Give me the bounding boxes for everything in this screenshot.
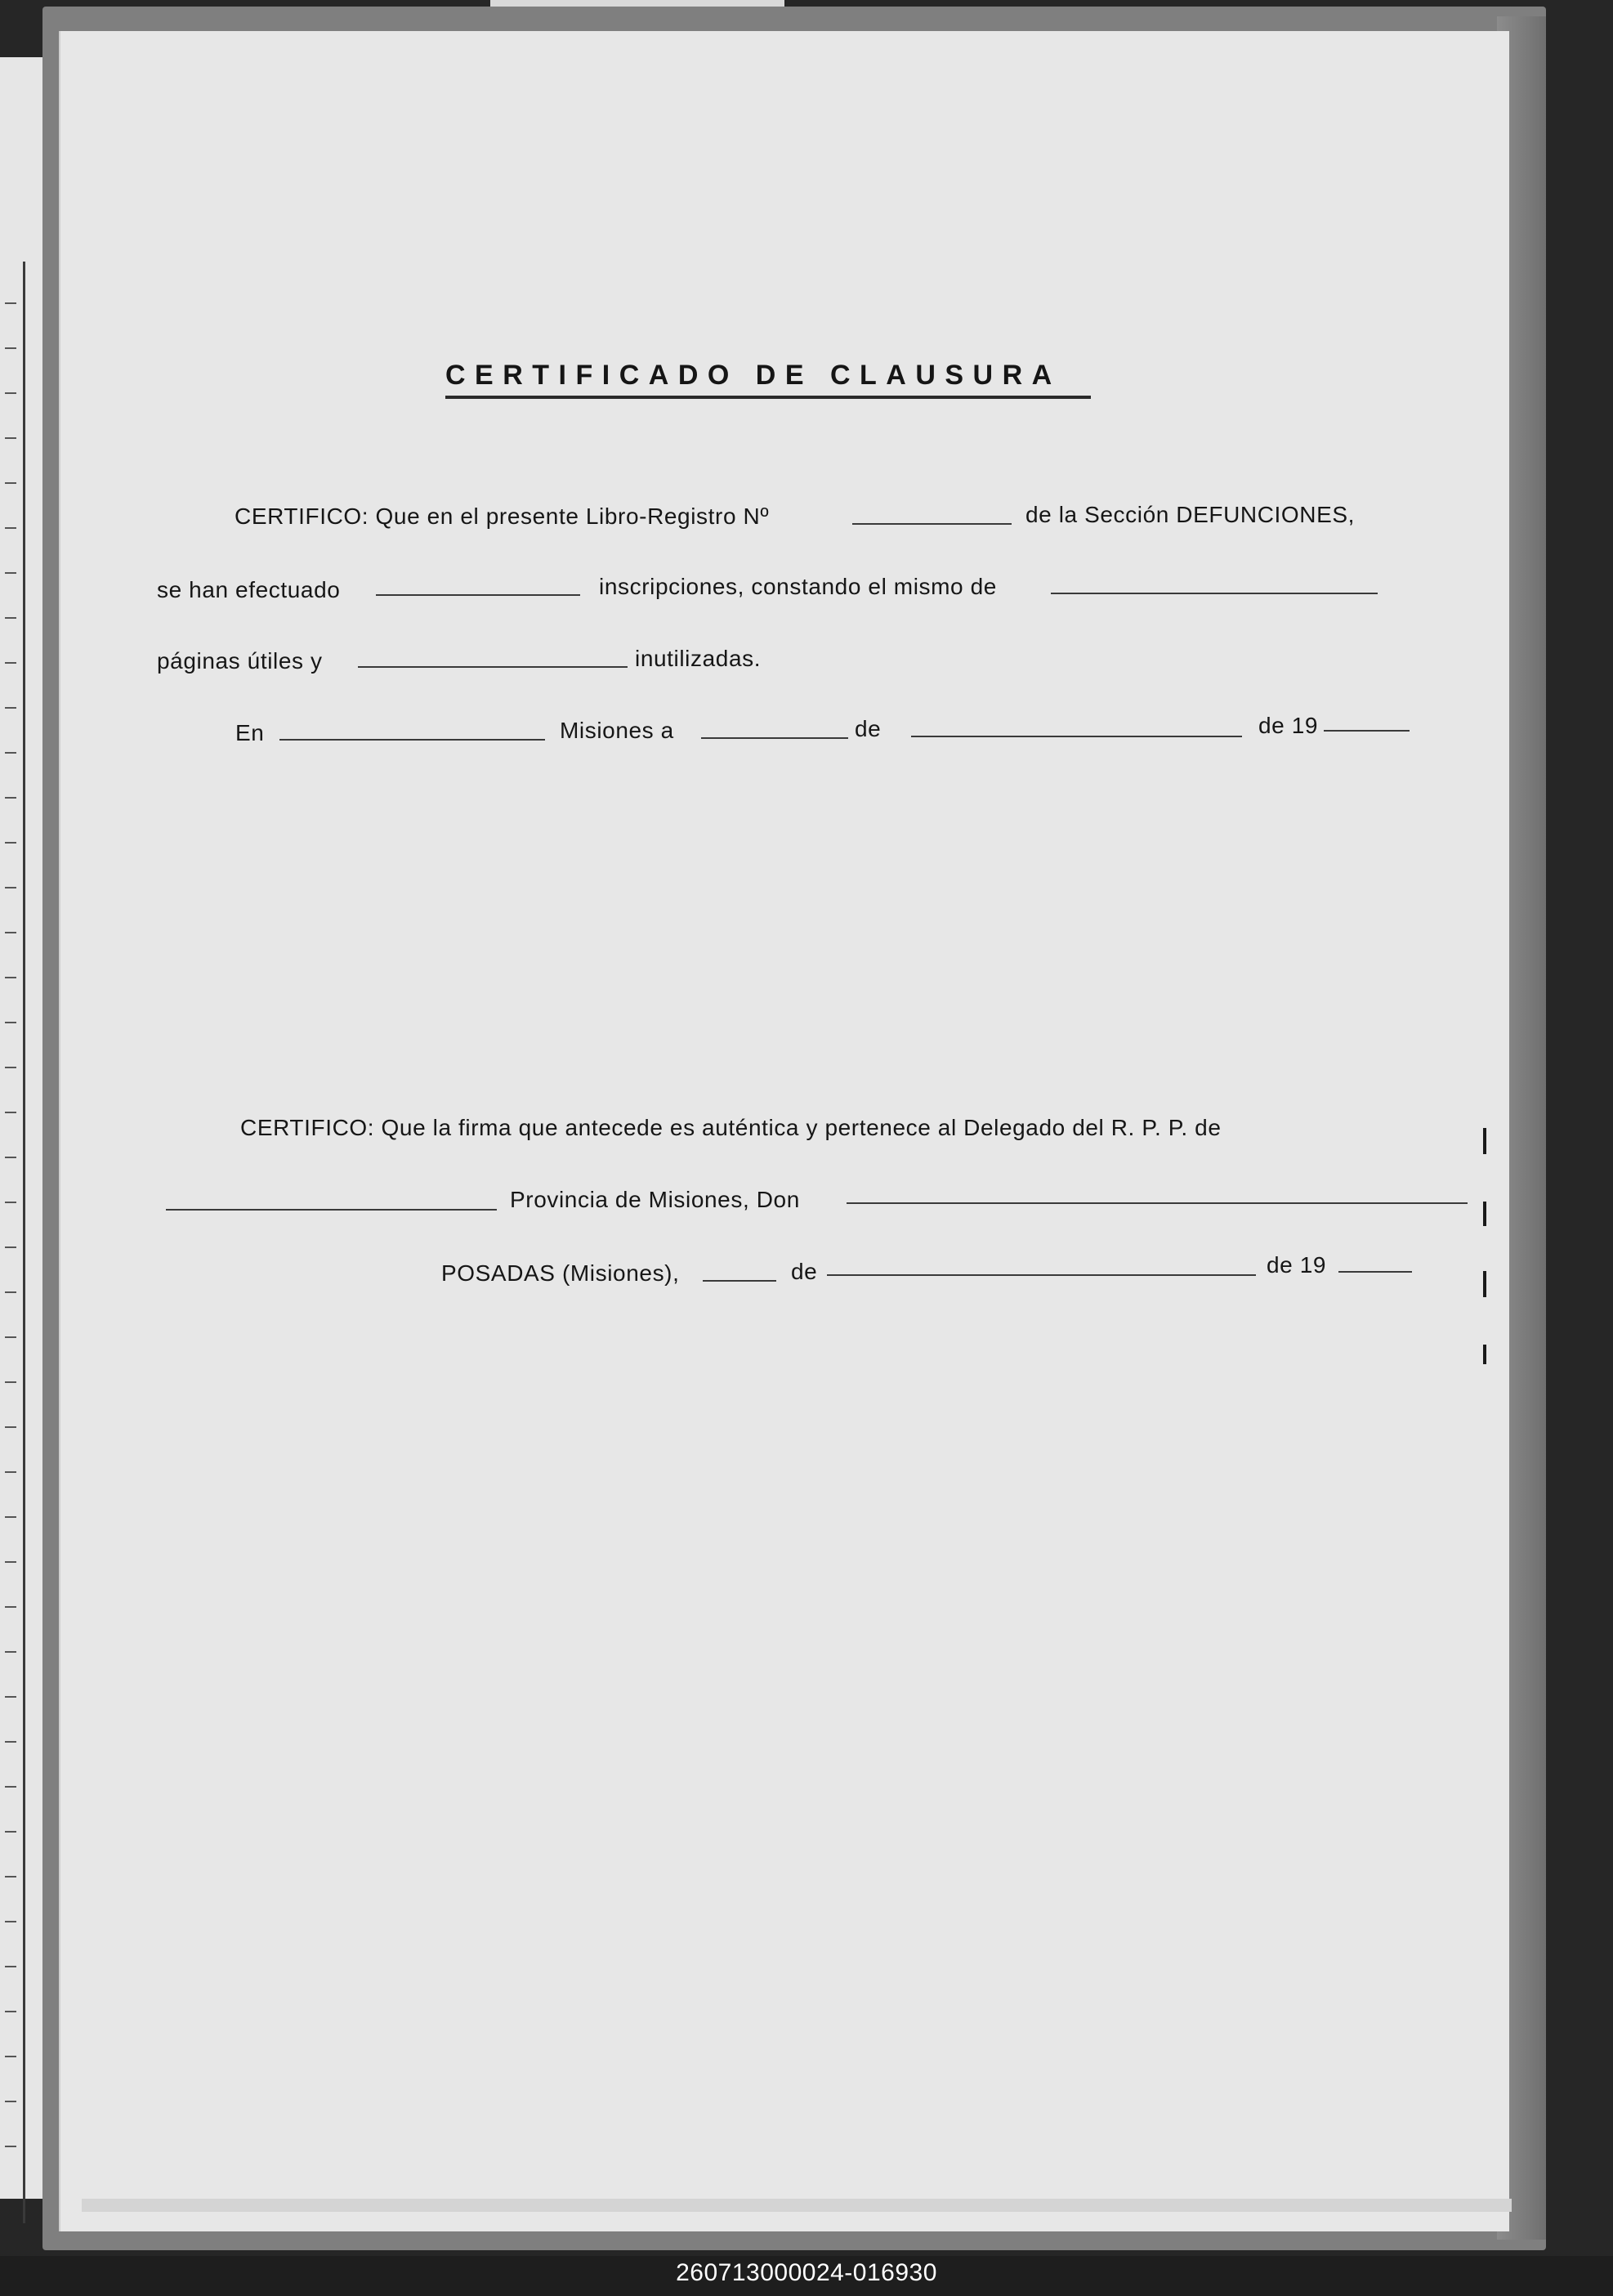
previous-page-tick — [5, 302, 16, 304]
blank-inscripciones — [376, 594, 580, 596]
previous-page-tick — [5, 932, 16, 933]
previous-page-tick — [5, 1741, 16, 1743]
previous-page-tick — [5, 1336, 16, 1338]
margin-mark — [1483, 1202, 1486, 1226]
previous-page-tick — [5, 2056, 16, 2057]
previous-page-tick — [5, 2011, 16, 2012]
previous-page-tick — [5, 527, 16, 529]
previous-page-tick — [5, 977, 16, 978]
previous-page-tick — [5, 392, 16, 394]
blank-delegacion — [166, 1209, 497, 1211]
image-caption: 260713000024-016930 — [676, 2259, 937, 2286]
blank-dia — [701, 737, 848, 739]
p1-line2-mid: inscripciones, constando el mismo de — [599, 574, 997, 599]
previous-page-tick — [5, 1651, 16, 1653]
previous-page-tick — [5, 347, 16, 349]
blank-anio — [1324, 730, 1410, 732]
blank-inutilizadas — [358, 666, 628, 668]
previous-page-tick — [5, 1561, 16, 1563]
previous-page-tick — [5, 1202, 16, 1203]
p1-line1-start: CERTIFICO: Que en el presente Libro-Registro Nº — [235, 504, 770, 529]
margin-mark — [1483, 1128, 1486, 1154]
p1-line4-year: de 19 — [1258, 713, 1319, 738]
previous-page-tick — [5, 617, 16, 619]
previous-page-tick — [5, 1246, 16, 1248]
previous-page-tick — [5, 797, 16, 799]
p1-line3-end: inutilizadas. — [635, 646, 762, 671]
previous-page-tick — [5, 1112, 16, 1113]
p2-line3-year: de 19 — [1267, 1252, 1327, 1278]
blank-libro-numero — [852, 523, 1012, 525]
p1-line4-de: de — [855, 716, 882, 741]
page-bottom-edge — [82, 2199, 1512, 2212]
previous-page-tick — [5, 1786, 16, 1788]
previous-page-tick — [5, 662, 16, 664]
previous-page-tick — [5, 842, 16, 844]
previous-page-tick — [5, 887, 16, 888]
p1-line4-misiones: Misiones a — [560, 718, 674, 743]
p2-line3-posadas: POSADAS (Misiones), — [441, 1260, 680, 1286]
previous-page-tick — [5, 437, 16, 439]
page-title: CERTIFICADO DE CLAUSURA — [445, 360, 1061, 391]
previous-page-tick — [5, 1966, 16, 1967]
previous-page-tick — [5, 2101, 16, 2102]
blank-nombre-don — [847, 1202, 1468, 1204]
p1-line2-start: se han efectuado — [157, 577, 341, 602]
margin-mark — [1483, 1271, 1486, 1297]
p1-line3-start: páginas útiles y — [157, 648, 323, 674]
previous-page-tick — [5, 1876, 16, 1878]
previous-page-tick — [5, 752, 16, 754]
previous-page-tick — [5, 1426, 16, 1428]
previous-page-tick — [5, 1831, 16, 1833]
blank-paginas — [1051, 593, 1378, 594]
p1-line4-en: En — [235, 720, 265, 745]
previous-page-tick — [5, 1921, 16, 1922]
previous-page-tick — [5, 2146, 16, 2147]
previous-page-tick — [5, 1696, 16, 1698]
blank-lugar — [279, 739, 545, 741]
previous-page-tick — [5, 1022, 16, 1023]
title-underline — [445, 396, 1091, 399]
margin-mark — [1483, 1345, 1486, 1364]
previous-page-tick — [5, 1157, 16, 1158]
blank-dia-2 — [703, 1280, 776, 1282]
previous-page-tick — [5, 1516, 16, 1518]
p2-line1: CERTIFICO: Que la firma que antecede es auténtica y pertenece al Delegado del R. P. P. de — [240, 1115, 1222, 1140]
previous-page-tick — [5, 1471, 16, 1473]
previous-page-tick — [5, 1606, 16, 1608]
blank-mes — [911, 736, 1242, 737]
p1-line1-end: de la Sección DEFUNCIONES, — [1025, 502, 1356, 527]
previous-page-tick — [5, 707, 16, 709]
previous-page-tick — [5, 1291, 16, 1293]
blank-mes-2 — [827, 1274, 1256, 1276]
previous-page-rule — [23, 262, 25, 2223]
previous-page-tick — [5, 1067, 16, 1068]
p2-line2: Provincia de Misiones, Don — [510, 1187, 800, 1212]
p2-line3-de: de — [791, 1259, 818, 1284]
previous-page-tick — [5, 572, 16, 574]
previous-page-tick — [5, 1381, 16, 1383]
previous-page-tick — [5, 482, 16, 484]
blank-anio-2 — [1338, 1271, 1412, 1273]
